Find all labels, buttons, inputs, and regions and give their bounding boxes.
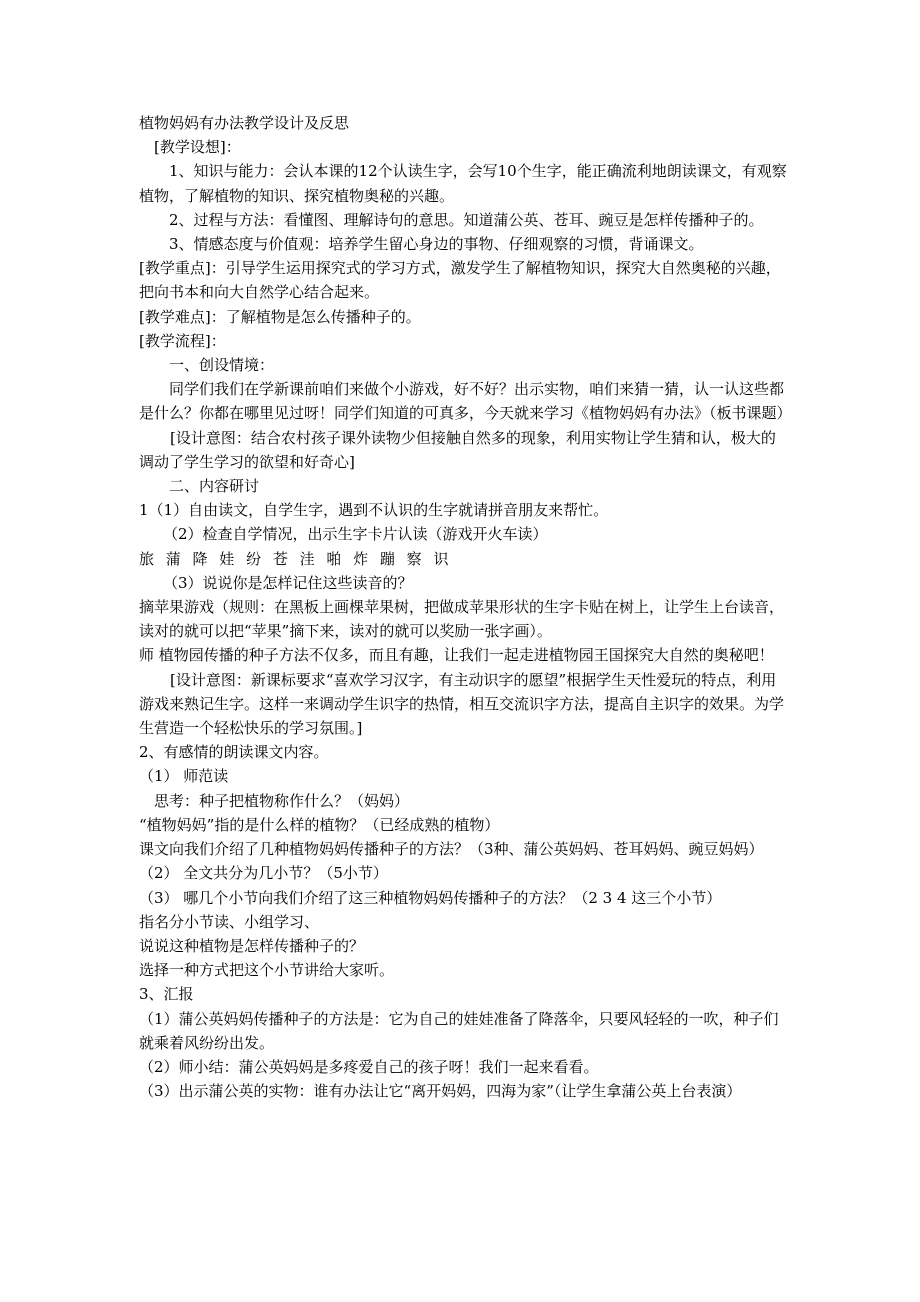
document-body — [139, 111, 792, 1103]
document-paragraph: [教学设想]： — [154, 138, 241, 157]
document-paragraph: （3）出示蒲公英的实物：谁有办法让它“离开妈妈，四海为家”（让学生拿蒲公英上台表演） — [139, 1082, 742, 1101]
document-paragraph: 同学们我们在学新课前咱们来做个小游戏，好不好？出示实物，咱们来猜一猜，认一认这些都是什么？你都在哪里见过呀！同学们知道的可真多，今天就来学习《植物妈妈有办法》（板书课题） — [139, 380, 792, 423]
document-paragraph: 指名分小节读、小组学习、 — [139, 912, 320, 931]
vocabulary-characters: 旅 蒲 降 娃 纷 苍 洼 啪 炸 蹦 察 识 — [139, 549, 450, 568]
document-paragraph: 一、创设情境： — [169, 356, 275, 375]
document-paragraph: （2）师小结：蒲公英妈妈是多疼爱自己的孩子呀！我们一起来看看。 — [139, 1057, 599, 1076]
document-paragraph: 二、内容研讨 — [169, 477, 260, 496]
document-paragraph: 摘苹果游戏（规则：在黑板上画棵苹果树，把做成苹果形状的生字卡贴在树上，让学生上台读音，读对的就可以把“苹果”摘下来，读对的就可以奖励一张字画）。 — [139, 598, 785, 641]
document-paragraph: [教学难点]：了解植物是怎么传播种子的。 — [139, 307, 421, 326]
document-paragraph: 2、过程与方法：看懂图、理解诗句的意思。知道蒲公英、苍耳、豌豆是怎样传播种子的。 — [169, 210, 764, 229]
document-paragraph: （1）蒲公英妈妈传播种子的方法是：它为自己的娃娃准备了降落伞，只要风轻轻的一吹，种子们就乘着风纷纷出发。 — [139, 1009, 779, 1052]
document-paragraph: （3）说说你是怎样记住这些读音的？ — [163, 573, 413, 592]
document-paragraph: 1、知识与能力：会认本课的12个认读生字，会写10个生字，能正确流利地朗读课文，有观察植物，了解植物的知识、探究植物奥秘的兴趣。 — [139, 162, 787, 205]
document-paragraph: 说说这种植物是怎样传播种子的？ — [139, 936, 365, 955]
document-paragraph: 1（1）自由读文，自学生字，遇到不认识的生字就请拼音朋友来帮忙。 — [139, 501, 609, 520]
document-paragraph: 选择一种方式把这个小节讲给大家听。 — [139, 961, 395, 980]
document-title: 植物妈妈有办法教学设计及反思 — [139, 114, 350, 132]
document-paragraph: [设计意图：新课标要求“喜欢学习汉字，有主动识字的愿望”根据学生天性爱玩的特点，利用游戏来熟记生字。这样一来调动学生识字的热情，相互交流识字方法，提高自主识字的效果。为学生营造一个轻松快乐的学习氛围。] — [139, 670, 785, 738]
document-paragraph: （2）检查自学情况，出示生字卡片认读（游戏开火车读） — [163, 525, 548, 544]
document-paragraph: [教学重点]：引导学生运用探究式的学习方式，激发学生了解植物知识，探究大自然奥秘的兴趣，把向书本和向大自然学心结合起来。 — [139, 259, 781, 302]
document-paragraph: “植物妈妈”指的是什么样的植物？（已经成熟的植物） — [139, 815, 500, 834]
document-paragraph: （3） 哪几个小节向我们介绍了这三种植物妈妈传播种子的方法？（2 3 4 这三个小节） — [139, 888, 722, 907]
document-paragraph: 师 植物园传播的种子方法不仅多，而且有趣，让我们一起走进植物园王国探究大自然的奥秘吧！ — [139, 646, 774, 665]
document-paragraph: 思考：种子把植物称作什么？（妈妈） — [154, 791, 410, 810]
document-paragraph: 2、有感情的朗读课文内容。 — [139, 743, 329, 762]
document-paragraph: [教学流程]： — [139, 331, 226, 350]
document-paragraph: （2） 全文共分为几小节？（5小节） — [139, 864, 388, 883]
document-paragraph: 3、汇报 — [139, 985, 194, 1004]
document-paragraph: 课文向我们介绍了几种植物妈妈传播种子的方法？（3种、蒲公英妈妈、苍耳妈妈、豌豆妈妈） — [139, 840, 764, 859]
document-paragraph: （1） 师范读 — [139, 767, 229, 786]
document-paragraph: [设计意图：结合农村孩子课外读物少但接触自然多的现象，利用实物让学生猜和认，极大的调动了学生学习的欲望和好奇心] — [139, 428, 776, 471]
document-paragraph: 3、情感态度与价值观：培养学生留心身边的事物、仔细观察的习惯，背诵课文。 — [169, 235, 704, 254]
